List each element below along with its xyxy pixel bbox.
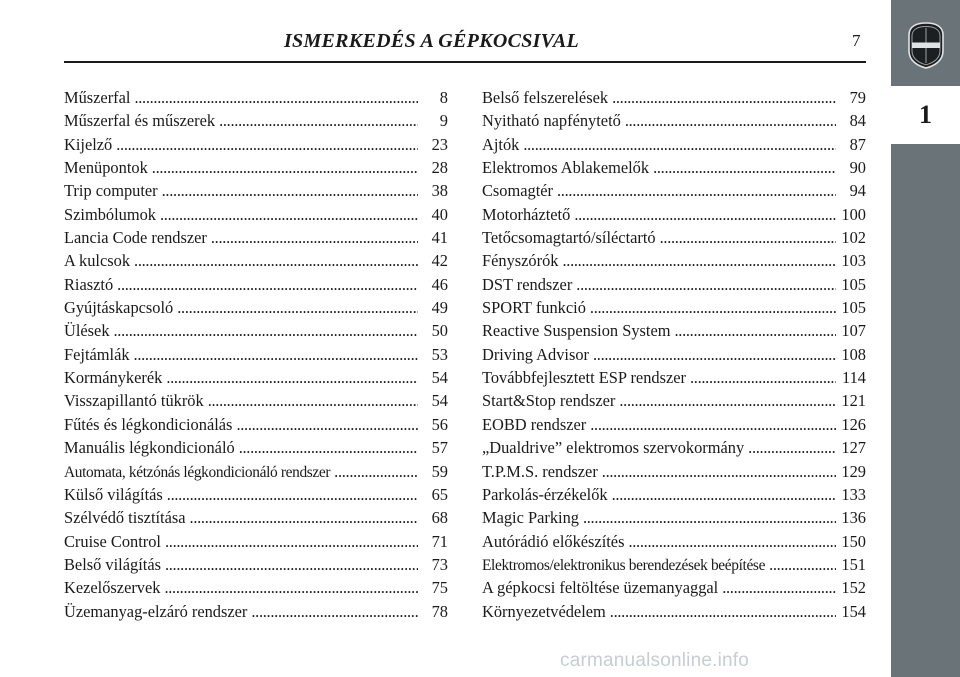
toc-dot-leader bbox=[610, 602, 836, 622]
toc-entry[interactable] bbox=[64, 578, 448, 601]
toc-entry-title: Belső világítás bbox=[64, 554, 161, 574]
toc-entry-page: 65 bbox=[431, 484, 448, 504]
toc-entry-page: 50 bbox=[431, 321, 448, 341]
toc-entry-page: 84 bbox=[849, 111, 866, 131]
toc-entry-page: 133 bbox=[841, 484, 866, 504]
toc-entry-page: 57 bbox=[431, 438, 448, 458]
toc-entry-page: 87 bbox=[849, 134, 866, 154]
toc-dot-leader bbox=[612, 88, 836, 108]
toc-entry[interactable] bbox=[64, 555, 448, 578]
toc-entry[interactable] bbox=[482, 205, 866, 228]
toc-entry-page: 75 bbox=[431, 578, 448, 598]
toc-entry[interactable] bbox=[64, 251, 448, 274]
toc-entry-page: 8 bbox=[439, 88, 448, 107]
toc-entry[interactable] bbox=[64, 158, 448, 181]
toc-entry[interactable] bbox=[64, 462, 448, 485]
toc-entry[interactable] bbox=[64, 181, 448, 204]
toc-entry-title: Szimbólumok bbox=[64, 204, 156, 224]
toc-entry-title: Üzemanyag-elzáró rendszer bbox=[64, 601, 248, 621]
toc-entry-title: Elektromos Ablakemelők bbox=[482, 158, 650, 178]
toc-left-column bbox=[64, 88, 448, 625]
toc-dot-leader bbox=[165, 555, 418, 575]
toc-entry-title: Szélvédő tisztítása bbox=[64, 508, 186, 528]
toc-entry-page: 127 bbox=[841, 438, 866, 458]
toc-entry-title: Külső világítás bbox=[64, 484, 163, 504]
toc-dot-leader bbox=[164, 578, 418, 598]
toc-entry-title: Menüpontok bbox=[64, 158, 148, 178]
toc-entry-page: 105 bbox=[841, 298, 866, 318]
toc-dot-leader bbox=[334, 462, 418, 482]
toc-dot-leader bbox=[593, 345, 836, 365]
toc-dot-leader bbox=[653, 158, 836, 178]
toc-dot-leader bbox=[211, 228, 418, 248]
toc-entry[interactable] bbox=[64, 438, 448, 461]
toc-entry-title: Környezetvédelem bbox=[482, 601, 606, 621]
toc-entry-title: Driving Advisor bbox=[482, 344, 589, 364]
toc-entry-page: 78 bbox=[431, 601, 448, 621]
toc-dot-leader bbox=[590, 415, 836, 435]
toc-entry-page: 9 bbox=[439, 111, 448, 131]
toc-entry-page: 53 bbox=[431, 344, 448, 364]
toc-dot-leader bbox=[625, 111, 836, 131]
toc-entry-title: Fűtés és légkondicionálás bbox=[64, 414, 233, 434]
toc-dot-leader bbox=[160, 205, 418, 225]
toc-entry[interactable] bbox=[482, 415, 866, 438]
toc-entry-page: 151 bbox=[841, 554, 866, 574]
toc-dot-leader bbox=[722, 578, 836, 598]
toc-entry-page: 90 bbox=[849, 158, 866, 178]
toc-entry-title: Visszapillantó tükrök bbox=[64, 391, 204, 411]
toc-entry-page: 152 bbox=[841, 578, 866, 598]
toc-entry-page: 154 bbox=[841, 601, 866, 621]
toc-dot-leader bbox=[116, 135, 418, 155]
toc-entry-page: 40 bbox=[431, 204, 448, 224]
toc-dot-leader bbox=[523, 135, 836, 155]
toc-entry-page: 136 bbox=[841, 508, 866, 528]
toc-dot-leader bbox=[674, 321, 836, 341]
toc-entry[interactable] bbox=[482, 158, 866, 181]
toc-entry-title: A kulcsok bbox=[64, 251, 131, 271]
toc-dot-leader bbox=[602, 462, 836, 482]
toc-entry-page: 108 bbox=[841, 344, 866, 364]
toc-dot-leader bbox=[114, 321, 418, 341]
toc-entry-page: 121 bbox=[841, 391, 866, 411]
toc-entry[interactable] bbox=[482, 485, 866, 508]
toc-entry-title: A gépkocsi feltöltése üzemanyaggal bbox=[482, 578, 719, 598]
toc-entry[interactable] bbox=[482, 555, 866, 578]
toc-entry-title: Műszerfal bbox=[64, 88, 131, 107]
toc-entry-title: Belső felszerelések bbox=[482, 88, 609, 107]
toc-entry[interactable] bbox=[482, 532, 866, 555]
toc-entry-title: Manuális légkondicionáló bbox=[64, 438, 235, 458]
toc-dot-leader bbox=[590, 298, 836, 318]
toc-entry[interactable] bbox=[64, 532, 448, 555]
toc-dot-leader bbox=[208, 391, 418, 411]
toc-entry-page: 126 bbox=[841, 414, 866, 434]
toc-dot-leader bbox=[562, 251, 836, 271]
toc-entry[interactable] bbox=[64, 205, 448, 228]
toc-dot-leader bbox=[152, 158, 418, 178]
toc-dot-leader bbox=[557, 181, 836, 201]
toc-dot-leader bbox=[612, 485, 836, 505]
toc-dot-leader bbox=[251, 602, 418, 622]
toc-entry[interactable] bbox=[482, 508, 866, 531]
toc-entry[interactable] bbox=[482, 228, 866, 251]
toc-entry[interactable] bbox=[64, 321, 448, 344]
toc-dot-leader bbox=[576, 275, 836, 295]
toc-entry-title: SPORT funkció bbox=[482, 298, 586, 318]
toc-entry-title: Továbbfejlesztett ESP rendszer bbox=[482, 368, 686, 388]
page-title: ISMERKEDÉS A GÉPKOCSIVAL bbox=[283, 30, 580, 52]
toc-dot-leader bbox=[167, 485, 418, 505]
toc-dot-leader bbox=[660, 228, 836, 248]
toc-entry[interactable] bbox=[64, 485, 448, 508]
toc-entry[interactable] bbox=[64, 88, 448, 111]
toc-entry[interactable] bbox=[64, 508, 448, 531]
page-header bbox=[64, 28, 874, 58]
toc-entry-page: 102 bbox=[841, 228, 866, 248]
toc-entry[interactable] bbox=[482, 321, 866, 344]
toc-dot-leader bbox=[619, 391, 836, 411]
toc-entry-title: Start&Stop rendszer bbox=[482, 391, 616, 411]
toc-dot-leader bbox=[177, 298, 418, 318]
toc-entry-title: Csomagtér bbox=[482, 181, 554, 201]
toc-entry[interactable] bbox=[64, 368, 448, 391]
toc-dot-leader bbox=[219, 111, 418, 131]
toc-entry-page: 54 bbox=[431, 368, 448, 388]
header-divider bbox=[64, 61, 866, 63]
toc-entry[interactable] bbox=[482, 251, 866, 274]
toc-dot-leader bbox=[239, 438, 418, 458]
toc-entry-page: 94 bbox=[849, 181, 866, 201]
toc-dot-leader bbox=[236, 415, 418, 435]
toc-entry-title: Magic Parking bbox=[482, 508, 579, 528]
toc-entry-page: 59 bbox=[431, 461, 448, 481]
toc-entry[interactable] bbox=[64, 135, 448, 158]
toc-entry-page: 103 bbox=[841, 251, 866, 271]
toc-entry[interactable] bbox=[482, 298, 866, 321]
toc-entry-page: 38 bbox=[431, 181, 448, 201]
toc-entry[interactable] bbox=[64, 415, 448, 438]
toc-entry-page: 105 bbox=[841, 274, 866, 294]
page-number: 7 bbox=[852, 31, 861, 50]
toc-entry[interactable] bbox=[482, 275, 866, 298]
toc-entry-title: EOBD rendszer bbox=[482, 414, 587, 434]
toc-entry-title: Nyitható napfénytető bbox=[482, 111, 621, 131]
toc-dot-leader bbox=[134, 88, 418, 108]
toc-entry[interactable] bbox=[482, 462, 866, 485]
toc-entry-title: Kormánykerék bbox=[64, 368, 163, 388]
toc-dot-leader bbox=[574, 205, 836, 225]
toc-entry-title: Tetőcsomagtartó/síléctartó bbox=[482, 228, 656, 248]
toc-dot-leader bbox=[628, 532, 836, 552]
toc-entry-title: Ajtók bbox=[482, 134, 520, 154]
toc-entry[interactable] bbox=[482, 345, 866, 368]
toc-entry-title: Kezelőszervek bbox=[64, 578, 161, 598]
lancia-logo bbox=[907, 21, 945, 69]
toc-entry-page: 129 bbox=[841, 461, 866, 481]
toc-entry-page: 28 bbox=[431, 158, 448, 178]
toc-entry-page: 71 bbox=[431, 531, 448, 551]
toc-entry-title: Kijelző bbox=[64, 134, 113, 154]
toc-entry-title: Elektromos/elektronikus berendezések beépítése bbox=[482, 556, 766, 574]
toc-entry-title: Riasztó bbox=[64, 274, 114, 294]
toc-dot-leader bbox=[166, 368, 418, 388]
toc-entry-title: Lancia Code rendszer bbox=[64, 228, 207, 248]
toc-entry[interactable] bbox=[482, 438, 866, 461]
toc-entry-page: 100 bbox=[841, 204, 866, 224]
toc-entry[interactable] bbox=[482, 88, 866, 111]
toc-entry[interactable] bbox=[482, 602, 866, 625]
toc-entry-page: 46 bbox=[431, 274, 448, 294]
toc-entry-page: 73 bbox=[431, 554, 448, 574]
toc-entry-page: 107 bbox=[841, 321, 866, 341]
toc-dot-leader bbox=[165, 532, 418, 552]
toc-entry[interactable] bbox=[64, 345, 448, 368]
toc-entry-title: Parkolás-érzékelők bbox=[482, 484, 608, 504]
toc-entry-title: Trip computer bbox=[64, 181, 158, 201]
toc-entry-title: „Dualdrive” elektromos szervokormány bbox=[482, 438, 745, 458]
toc-entry-title: Cruise Control bbox=[64, 531, 161, 551]
toc-dot-leader bbox=[134, 251, 418, 271]
toc-entry-page: 42 bbox=[431, 251, 448, 271]
toc-dot-leader bbox=[134, 345, 418, 365]
toc-entry[interactable] bbox=[482, 181, 866, 204]
toc-entry-title: Autórádió előkészítés bbox=[482, 531, 625, 551]
toc-entry-page: 41 bbox=[431, 228, 448, 248]
toc-dot-leader bbox=[117, 275, 418, 295]
toc-dot-leader bbox=[748, 438, 836, 458]
toc-entry[interactable] bbox=[64, 275, 448, 298]
toc-entry-page: 54 bbox=[431, 391, 448, 411]
toc-entry-title: Fényszórók bbox=[482, 251, 559, 271]
toc-entry-title: DST rendszer bbox=[482, 274, 573, 294]
toc-entry-page: 23 bbox=[431, 134, 448, 154]
toc-entry-title: Gyújtáskapcsoló bbox=[64, 298, 174, 318]
toc-entry-page: 49 bbox=[431, 298, 448, 318]
toc-entry[interactable] bbox=[64, 602, 448, 625]
toc-entry[interactable] bbox=[64, 298, 448, 321]
toc-entry-title: Ülések bbox=[64, 321, 110, 341]
toc-right-column bbox=[482, 88, 866, 625]
toc-entry[interactable] bbox=[64, 391, 448, 414]
toc-entry-title: Automata, kétzónás légkondicionáló rendszer bbox=[64, 463, 331, 481]
toc-entry-title: T.P.M.S. rendszer bbox=[482, 461, 598, 481]
toc-entry[interactable] bbox=[482, 135, 866, 158]
toc-entry[interactable] bbox=[64, 228, 448, 251]
chapter-number-tab[interactable] bbox=[891, 86, 960, 144]
toc-dot-leader bbox=[583, 508, 836, 528]
toc-dot-leader bbox=[162, 181, 418, 201]
toc-entry-title: Műszerfal és műszerek bbox=[64, 111, 216, 131]
toc-entry-page: 79 bbox=[849, 88, 866, 107]
toc-entry-page: 56 bbox=[431, 414, 448, 434]
toc-entry-page: 114 bbox=[842, 368, 866, 388]
toc-entry[interactable] bbox=[482, 578, 866, 601]
toc-entry[interactable] bbox=[64, 111, 448, 134]
toc-entry[interactable] bbox=[482, 368, 866, 391]
toc-entry[interactable] bbox=[482, 111, 866, 134]
toc-entry-title: Reactive Suspension System bbox=[482, 321, 671, 341]
toc-entry-title: Motorháztető bbox=[482, 204, 571, 224]
toc-dot-leader bbox=[690, 368, 836, 388]
toc-entry-page: 150 bbox=[841, 531, 866, 551]
toc-entry-title: Fejtámlák bbox=[64, 344, 130, 364]
toc-dot-leader bbox=[190, 508, 418, 528]
toc-dot-leader bbox=[769, 555, 836, 575]
chapter-number: 1 bbox=[919, 100, 932, 129]
toc-entry-page: 68 bbox=[431, 508, 448, 528]
toc-entry[interactable] bbox=[482, 391, 866, 414]
watermark: carmanualsonline.info bbox=[560, 650, 750, 671]
